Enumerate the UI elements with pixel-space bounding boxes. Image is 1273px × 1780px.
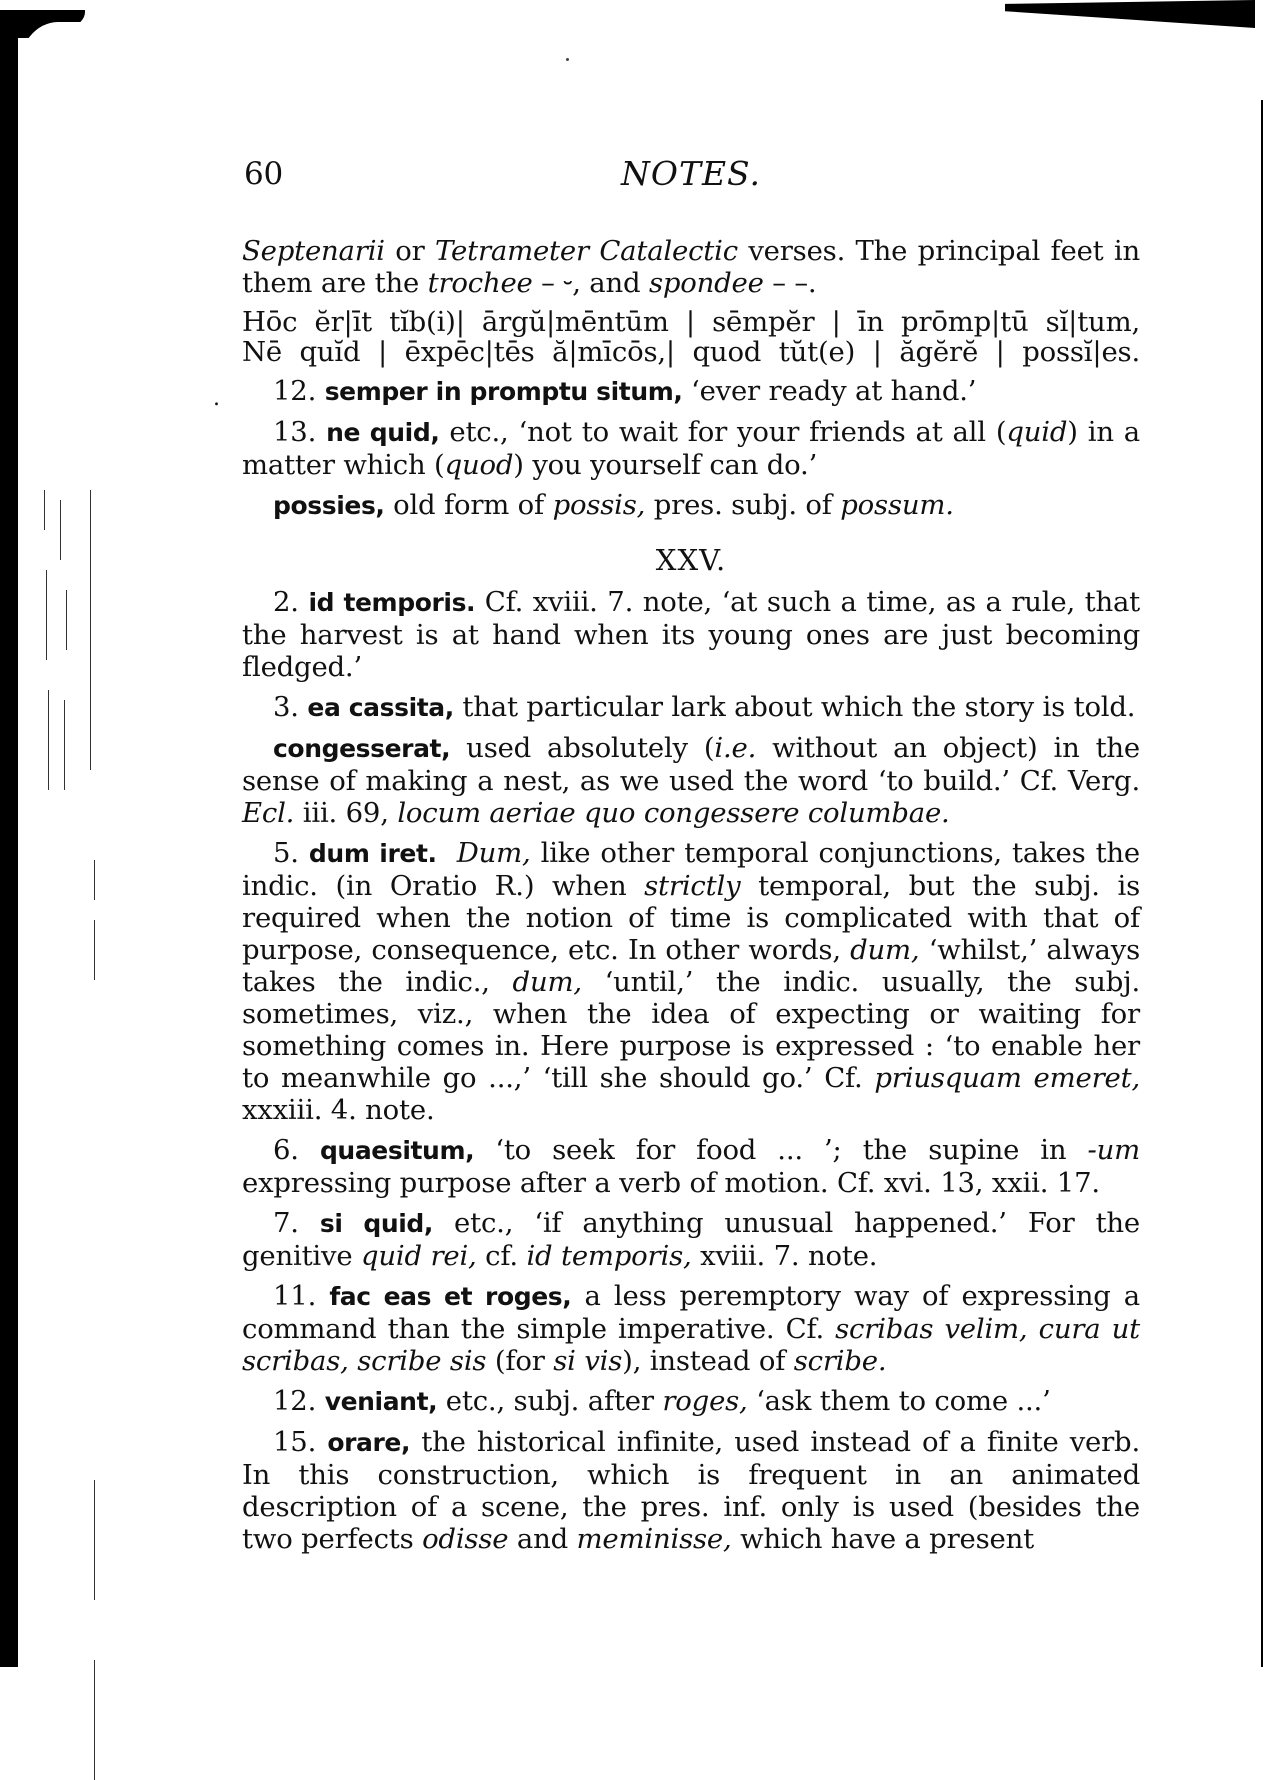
note-2 [242, 586, 1140, 683]
note-number: 3. [273, 691, 299, 723]
note-text: ), instead of [622, 1345, 794, 1377]
note-number: 6. [273, 1134, 299, 1166]
italic-term: Dum, [456, 837, 531, 869]
lemma: si quid, [319, 1209, 433, 1238]
note-text: etc., ‘not to wait for your friends at all ( [439, 416, 1007, 448]
lemma: orare, [327, 1428, 411, 1457]
note-text: which have a present [731, 1523, 1034, 1555]
note-12 [242, 375, 1140, 408]
note-number: 12. [273, 1385, 317, 1417]
text: – ⏑, and [532, 267, 649, 299]
note-6 [242, 1134, 1140, 1199]
note-text: pres. subj. of [645, 489, 841, 521]
intro-paragraph [242, 235, 1140, 299]
note-number: 13. [273, 416, 317, 448]
note-text: temporal, but the subj. is required when the notion of time is complicated with that of purpose, consequence, etc. In other words, [242, 870, 1140, 966]
italic-term: scribas velim, cura ut scribas, scribe sis [242, 1313, 1140, 1377]
note-text: ‘ever ready at hand.’ [682, 375, 977, 407]
speck: . [213, 386, 220, 411]
italic-term: si vis [553, 1345, 623, 1377]
italic-term: i.e. [714, 732, 757, 764]
italic-term: Tetrameter Catalectic [435, 235, 738, 267]
note-text: etc., subj. after [437, 1385, 663, 1417]
lemma: possies, [273, 491, 385, 520]
note-13 [242, 416, 1140, 481]
note-number: 7. [273, 1207, 299, 1239]
note-text: xviii. 7. note. [691, 1240, 878, 1272]
note-text: cf. [476, 1240, 527, 1272]
italic-term: scribe. [793, 1345, 887, 1377]
note-15 [242, 1426, 1140, 1555]
italic-term: dum, [850, 934, 920, 966]
italic-term: possum. [840, 489, 954, 521]
note-congesserat [242, 732, 1140, 829]
section-heading: XXV. [655, 543, 727, 577]
note-text: xxxiii. 4. note. [242, 1094, 435, 1126]
page-number: 60 [244, 156, 284, 192]
lemma: id temporis. [308, 588, 476, 617]
italic-term: odisse [422, 1523, 509, 1555]
italic-term: locum aeriae quo congessere columbae. [397, 797, 950, 829]
note-text: ) you yourself can do.’ [513, 449, 818, 481]
italic-term: priusquam emeret, [874, 1062, 1140, 1094]
note-text: iii. 69, [294, 797, 398, 829]
lemma: fac eas et roges, [329, 1282, 572, 1311]
lemma: veniant, [324, 1387, 438, 1416]
note-text: a less peremptory way of expressing a command than the simple imperative. Cf. [242, 1280, 1140, 1345]
italic-term: quid rei, [360, 1240, 477, 1272]
italic-term: possis, [552, 489, 646, 521]
italic-term: meminisse, [576, 1523, 732, 1555]
note-text: ‘to seek for food ... ’; the supine in [474, 1134, 1088, 1166]
note-text: old form of [384, 489, 553, 521]
page-edge-right [1261, 100, 1263, 1667]
note-12b [242, 1385, 1140, 1418]
running-head [242, 150, 1140, 210]
italic-term: -um [1087, 1134, 1140, 1166]
lemma: ne quid, [326, 418, 440, 447]
lemma: ea cassita, [307, 693, 454, 722]
italic-term: dum, [512, 966, 582, 998]
text: – –. [763, 267, 817, 299]
note-number: 2. [273, 586, 299, 618]
running-title: NOTES. [621, 154, 761, 193]
note-text: ) in a matter which ( [242, 416, 1141, 481]
note-text: like other temporal conjunctions, takes the indic. (in Oratio R.) when [242, 837, 1141, 902]
bleed-through-marks [38, 490, 108, 1590]
note-text: expressing purpose after a verb of motion. Cf. xvi. 13, xxii. 17. [242, 1167, 1100, 1199]
text: verses. The principal feet in them are the [242, 235, 1141, 299]
note-text: etc., ‘if anything unusual happened.’ For the genitive [242, 1207, 1141, 1272]
note-text: the historical infinite, used instead of a finite verb. In this construction, which is frequent in an animated description of a scene, the pres. inf. only is used (besides the two perfects [242, 1426, 1140, 1555]
italic-term: id temporis, [526, 1240, 692, 1272]
note-5 [242, 837, 1140, 1126]
lemma: quaesitum, [319, 1136, 475, 1165]
note-text: ‘whilst,’ always takes the indic., [242, 934, 1140, 998]
italic-term: strictly [644, 870, 741, 902]
note-possies [242, 489, 1140, 522]
scanned-verse [242, 307, 1140, 367]
italic-term: trochee [427, 267, 533, 299]
italic-term: roges, [662, 1385, 748, 1417]
note-number: 11. [273, 1280, 317, 1312]
note-3 [242, 691, 1140, 724]
note-number: 12. [273, 375, 317, 407]
book-page [242, 150, 1140, 1563]
note-text: without an object) in the sense of making a nest, as we used the word ‘to build.’ Cf. Verg. [242, 732, 1140, 797]
verse-line: Nē quĭd | ēxpēc|tēs ă|mīcōs,| quod tŭt(e) | ăgĕrĕ | possĭ|es. [242, 336, 1140, 368]
lemma: dum iret. [308, 839, 437, 868]
speck [566, 58, 569, 61]
note-text: ‘ask them to come ...’ [747, 1385, 1051, 1417]
verse-line: Hōc ĕr|īt tĭb(i)| ārgŭ|mēntūm | sēmpĕr | īn prōmp|tū sĭ|tum, [242, 306, 1140, 338]
note-text: used absolutely ( [450, 732, 715, 764]
note-number: 5. [273, 837, 299, 869]
note-text: ‘until,’ the indic. usually, the subj. sometimes, viz., when the idea of expecting or waiting for something comes in. Here purpose is expressed : ‘to enable her to meanwhile go ...,’ ‘till she should go.’ Cf. [242, 966, 1140, 1094]
lemma: congesserat, [273, 734, 451, 763]
note-text: Cf. xviii. 7. note, ‘at such a time, as a rule, that the harvest is at hand when its young ones are just becoming fledged.’ [242, 586, 1141, 683]
note-text: that particular lark about which the story is told. [453, 691, 1136, 723]
italic-term: Septenarii [242, 235, 385, 267]
note-text: and [508, 1523, 577, 1555]
text: or [384, 235, 436, 267]
italic-term: Ecl. [242, 797, 295, 829]
note-11 [242, 1280, 1140, 1377]
italic-term: spondee [648, 267, 764, 299]
scan-edge-top-right [1005, 0, 1255, 28]
italic-term: quod [444, 449, 514, 481]
note-7 [242, 1207, 1140, 1272]
note-text: (for [486, 1345, 554, 1377]
scan-edge-left [0, 14, 18, 1667]
italic-term: quid [1006, 416, 1068, 448]
note-number: 15. [273, 1426, 317, 1458]
lemma: semper in promptu situm, [324, 377, 683, 406]
